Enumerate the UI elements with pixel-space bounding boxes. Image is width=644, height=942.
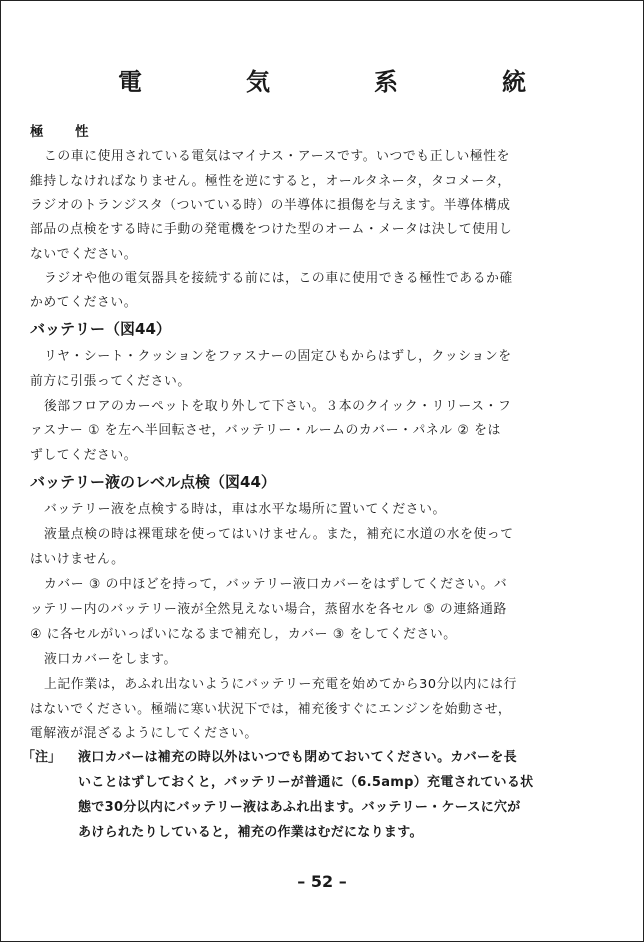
polarity-line-3: ラジオのトランジスタ（ついている時）の半導体に損傷を与えます。半導体構成: [30, 198, 511, 213]
section-heading-polarity: 極 性: [30, 124, 98, 140]
level-check-line-9: はないでください。極端に寒い状況下では，補充後すぐにエンジンを始動させ，: [30, 702, 512, 717]
level-check-line-7: 液口カバーをします。: [44, 652, 177, 667]
note-line-1: 液口カバーは補充の時以外はいつでも閉めておいてください。カバーを長: [78, 750, 517, 765]
battery-line-1: リヤ・シート・クッションをファスナーの固定ひもからはずし，クッションを: [44, 349, 512, 364]
level-check-line-3: はいけません。: [30, 552, 125, 567]
battery-line-2: 前方に引張ってください。: [30, 374, 191, 389]
level-check-line-4: カバー ③ の中ほどを持って，バッテリー液口カバーをはずしてください。バ: [44, 577, 508, 592]
polarity-line-4: 部品の点検をする時に手動の発電機をつけた型のオーム・メータは決して使用し: [30, 222, 513, 237]
note-line-2: いことはずしておくと，バッテリーが普通に（6.5amp）充電されている状: [78, 775, 534, 790]
polarity-line-6: ラジオや他の電気器具を接続する前には，この車に使用できる極性であるか確: [44, 271, 513, 286]
page-number: – 52 –: [297, 872, 347, 891]
note-label: 「注」: [22, 750, 62, 765]
polarity-line-5: ないでください。: [30, 247, 138, 262]
battery-line-3: 後部フロアのカーペットを取り外して下さい。３本のクイック・リリース・フ: [44, 399, 512, 414]
note-line-4: あけられたりしていると，補充の作業はむだになります。: [78, 825, 423, 840]
battery-line-4: ァスナー ① を左へ半回転させ，バッテリー・ルームのカバー・パネル ② をは: [30, 423, 501, 438]
level-check-line-1: バッテリー液を点検する時は，車は水平な場所に置いてください。: [44, 502, 446, 517]
section-heading-level-check: バッテリー液のレベル点検（図44）: [30, 473, 276, 491]
note-line-3: 態で30分以内にバッテリー液はあふれ出ます。バッテリー・ケースに穴が: [78, 800, 521, 815]
section-heading-battery: バッテリー（図44）: [30, 320, 171, 338]
level-check-line-10: 電解液が混ざるようにしてください。: [30, 726, 258, 741]
battery-line-5: ずしてください。: [30, 448, 138, 463]
page-title: 電 気 系 統: [118, 68, 566, 96]
polarity-line-2: 維持しなければなりません。極性を逆にすると，オールタネータ，タコメータ，: [30, 174, 511, 189]
level-check-line-5: ッテリー内のバッテリー液が全然見えない場合，蒸留水を各セル ⑤ の連絡通路: [30, 602, 507, 617]
polarity-line-7: かめてください。: [30, 295, 138, 310]
level-check-line-8: 上記作業は，あふれ出ないようにバッテリー充電を始めてから30分以内には行: [44, 677, 517, 692]
polarity-line-1: この車に使用されている電気はマイナス・アースです。いつでも正しい極性を: [44, 149, 511, 164]
level-check-line-6: ④ に各セルがいっぱいになるまで補充し，カバー ③ をしてください。: [30, 627, 457, 642]
level-check-line-2: 液量点検の時は裸電球を使ってはいけません。また，補充に水道の水を使って: [44, 527, 514, 542]
